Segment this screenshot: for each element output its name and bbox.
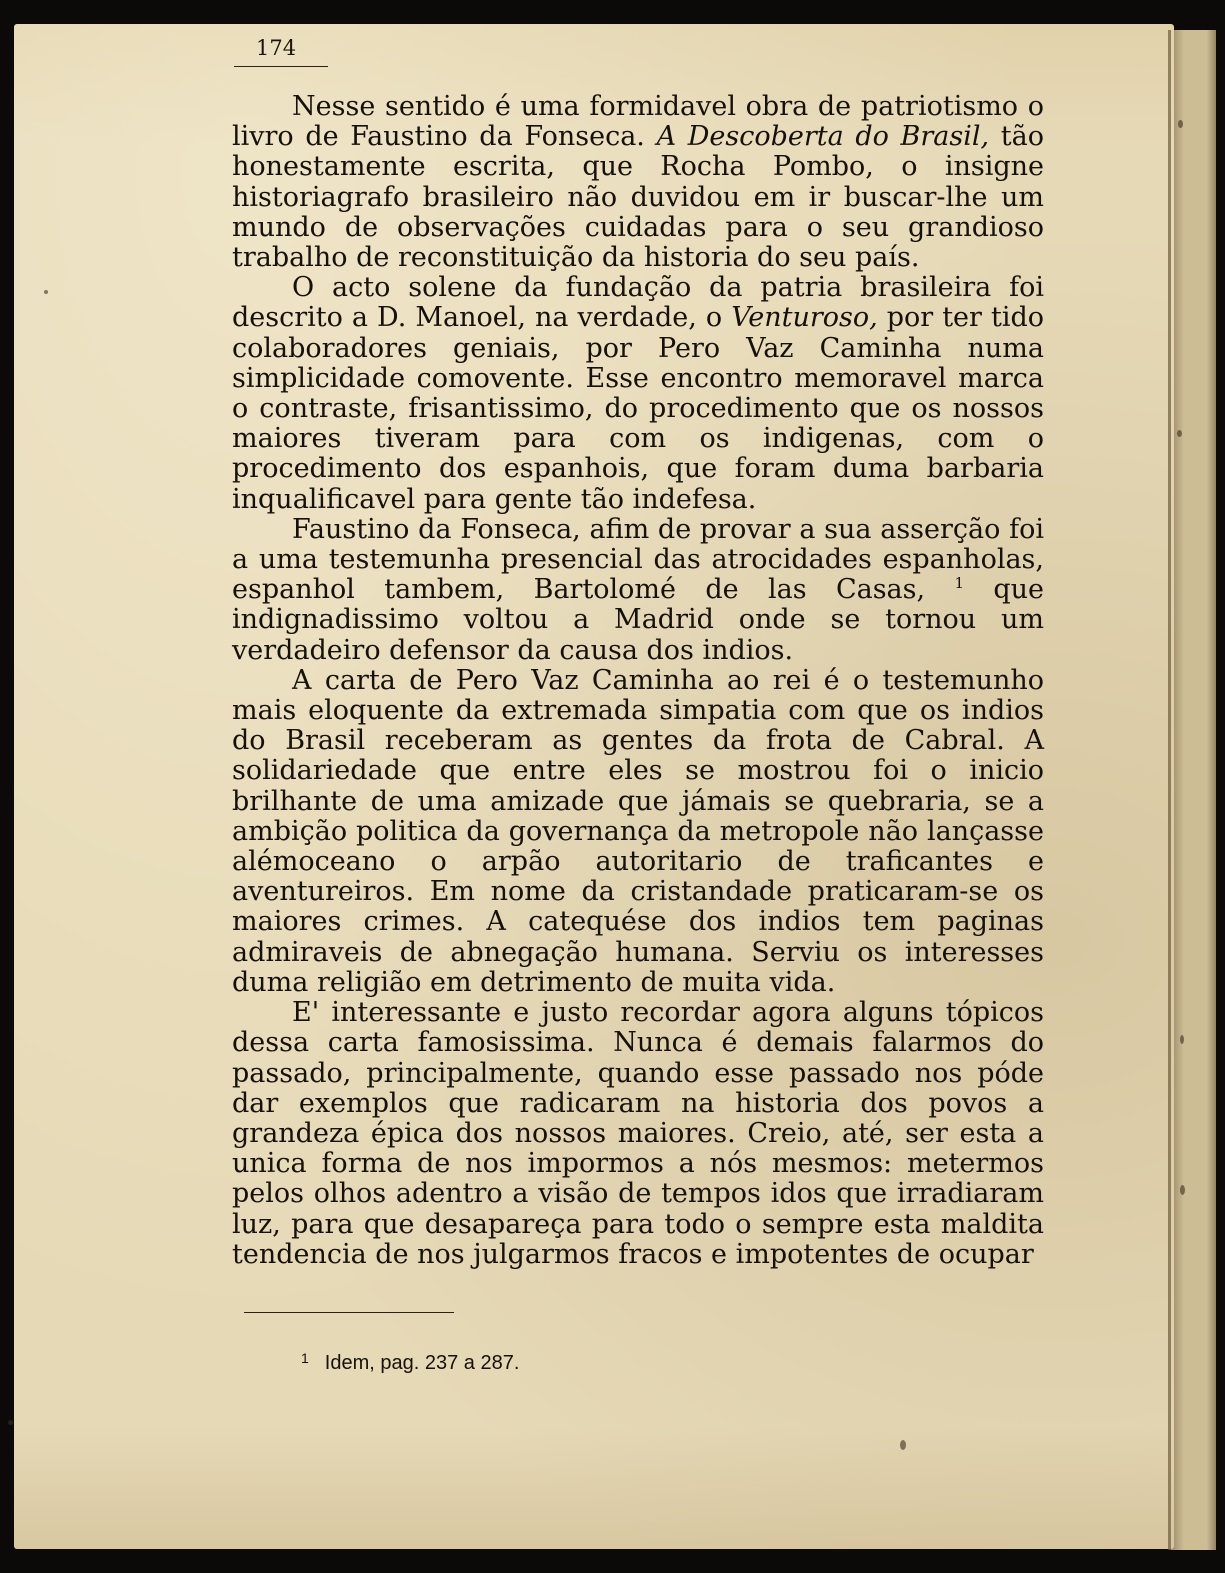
page-edge-shadow	[1168, 30, 1171, 1550]
paper-speck	[1178, 120, 1183, 128]
paper-speck	[1177, 430, 1182, 437]
paragraph-4: A carta de Pero Vaz Caminha ao rei é o testemunho mais eloquente da extremada simpatia com que os indios do Brasil receberam as gentes da frota de Cabral. A solidariedade que entre eles se mostrou foi o inicio brilhante de uma amizade que jámais se quebraria, se a ambição politica da governança da metropole não lançasse alémoceano o arpão autoritario de traficantes e aventureiros. Em nome da cristandade praticaram-se os maiores crimes. A catequése dos indios tem paginas admiraveis de abnegação humana. Serviu os interesses duma religião em detrimento de muita vida.	[232, 664, 1044, 998]
footnote-text: Idem, pag. 237 a 287.	[324, 1352, 520, 1374]
paragraph-1	[232, 92, 1044, 273]
footnote-rule	[244, 1312, 454, 1313]
paper-speck	[900, 1440, 906, 1450]
page-number-rule	[234, 66, 328, 67]
paper-speck	[1180, 1185, 1185, 1195]
paragraph-2	[232, 273, 1044, 515]
paragraph-3-text-a: Faustino da Fonseca, afim de provar a sua asserção foi a uma testemunha presencial das atrocidades espanholas, espanhol tambem, Bartolomé de las Casas,	[232, 513, 1044, 606]
paper-speck	[44, 290, 48, 294]
footnote-reference: 1	[954, 574, 964, 593]
paragraph-5: E' interessante e justo recordar agora alguns tópicos dessa carta famosissima. Nunca é demais falarmos do passado, principalmente, quando esse passado nos póde dar exemplos que radicaram na historia dos povos a grandeza épica dos nossos maiores. Creio, até, ser esta a unica forma de nos impormos a nós mesmos: metermos pelos olhos adentro a visão de tempos idos que irradiaram luz, para que desapareça para todo o sempre esta maldita tendencia de nos julgarmos fracos e impotentes de ocupar	[232, 997, 1044, 1270]
paragraph-2-text-b: por ter tido colaboradores geniais, por Pero Vaz Caminha numa simplicidade comovente. Esse encontro memoravel marca o contraste, frisantissimo, do procedimento que os nossos maiores tiveram para com os indigenas, com o procedimento dos espanhois, que foram duma barbaria inqualificavel para gente tão indefesa.	[232, 302, 1044, 515]
page-number: 174	[256, 36, 297, 60]
paper-speck	[8, 1420, 13, 1425]
footnote-mark: 1	[301, 1350, 309, 1366]
underlying-page-edge	[1170, 30, 1216, 1550]
paragraph-1-text-b: tão honestamente escrita, que Rocha Pombo, o insigne historiagrafo brasileiro não duvidou em ir buscar-lhe um mundo de observações cuidadas para o seu grandioso trabalho de reconstituição da historia do seu país.	[232, 121, 1044, 274]
paragraph-1-text-a: Nesse sentido é uma formidavel obra de patriotismo o livro de Faustino da Fonseca.	[232, 91, 1044, 153]
footnote	[301, 1352, 519, 1375]
paragraph-3	[232, 515, 1044, 666]
paragraph-3-text-b: que indignadissimo voltou a Madrid onde se tornou um verdadeiro defensor da causa dos indios.	[232, 574, 1045, 666]
venturoso-italic: Venturoso,	[731, 302, 878, 334]
book-title-italic: A Descoberta do Brasil,	[656, 121, 990, 153]
paragraph-2-text-a: O acto solene da fundação da patria brasileira foi descrito a D. Manoel, na verdade, o	[232, 272, 1044, 334]
paper-speck	[1180, 1035, 1184, 1044]
body-text	[232, 92, 1044, 1270]
